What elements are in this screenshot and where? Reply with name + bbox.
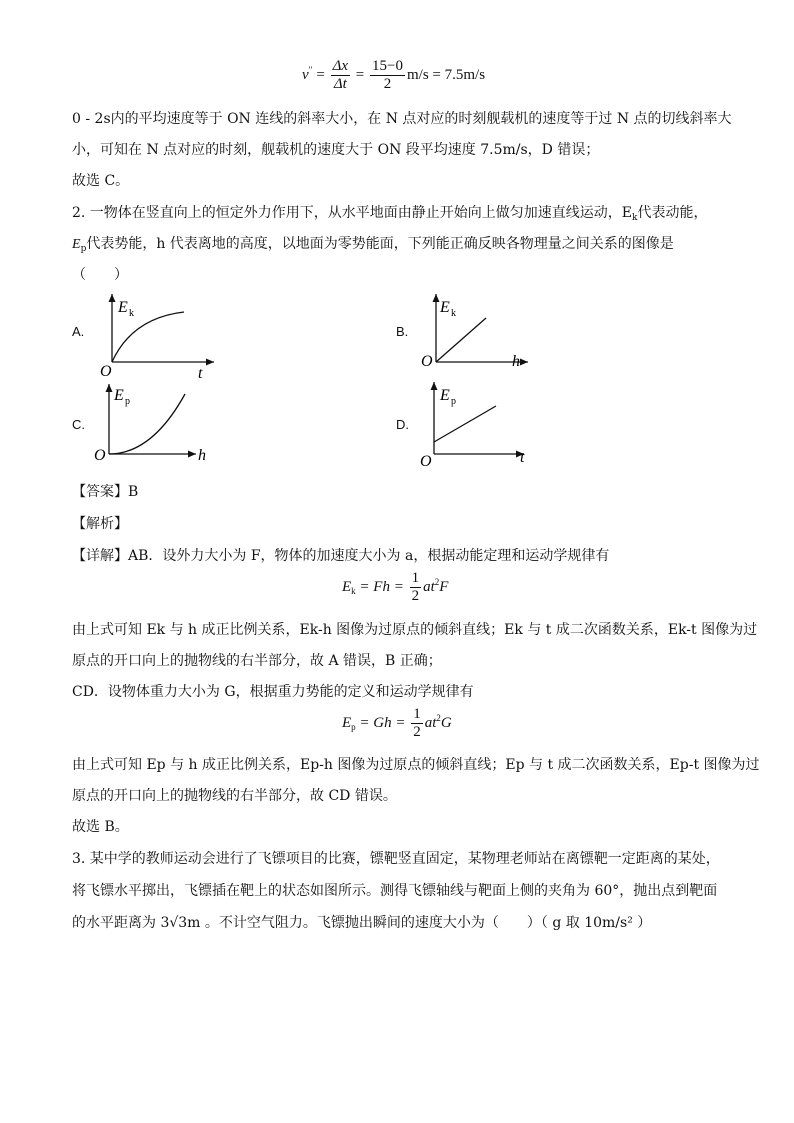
average-velocity-equation: v′′ = $\frac{\Delta x}{\Delta t}$ = $\frac{15-0}{2}$ m/s = 7.5m/s (302, 58, 486, 92)
q2-stem-text: 2. 一物体在竖直向上的恒定外力作用下，从水平地面由静止开始向上做匀加速直线运动，E (72, 205, 633, 221)
y-arrow-icon (433, 294, 440, 302)
origin-label: O (94, 447, 106, 464)
x-arrow-icon (188, 451, 196, 458)
eq1-tail: at (423, 578, 435, 595)
y-axis-label: E (440, 299, 450, 316)
option-b-label[interactable]: B. (396, 324, 409, 339)
q2-stem-line-3: （ ） (72, 267, 128, 283)
eq2-tail: at (424, 714, 437, 731)
ep-subscript: p (80, 244, 87, 254)
y-arrow-icon (431, 382, 438, 390)
eq1-mid: = Fh = (355, 578, 408, 595)
y-axis-label: E (114, 387, 124, 404)
y-axis-sub: k (129, 308, 134, 319)
q2-stem-text-2: 代表势能，h 代表离地的高度，以地面为零势能面，下列能正确反映各物理量之间关系的图像是 (86, 236, 674, 252)
x-axis-label: t (520, 449, 525, 466)
frac-den: 2 (383, 76, 392, 92)
origin-label: O (420, 453, 432, 470)
ab-analysis-line-2: 原点的开口向上的抛物线的右半部分，故 A 错误，B 正确； (72, 653, 442, 669)
eq2-lhs-sub: p (351, 721, 356, 732)
eq-lhs-sup: ′′ (308, 64, 313, 75)
eq2-fraction (411, 706, 423, 741)
y-axis-sub: p (451, 396, 456, 407)
eq2-mid: = Gh = (355, 714, 410, 731)
y-axis-sub: p (125, 396, 130, 407)
eq1-sup: 2 (434, 576, 440, 587)
x-axis-label: t (198, 365, 203, 380)
eq-lhs: v (302, 66, 309, 83)
eq2-end: G (440, 714, 452, 731)
x-arrow-icon (206, 359, 214, 366)
ek-subscript: k (632, 213, 638, 223)
origin-label: O (421, 353, 433, 370)
frac-den: 2 (411, 588, 420, 604)
prev-solution-conclusion: 故选 C。 (72, 173, 130, 189)
eq1-lhs: E (342, 578, 352, 595)
detail-cd-line: CD．设物体重力大小为 G，根据重力势能的定义和运动学规律有 (72, 684, 474, 700)
option-c-label[interactable]: C. (72, 417, 85, 432)
analysis-tag: 【解析】 (72, 516, 128, 532)
cd-analysis-line-2: 原点的开口向上的抛物线的右半部分，故 CD 错误。 (72, 788, 397, 804)
eq-tail: m/s = 7.5m/s (406, 66, 486, 83)
q3-stem-line-1: 3. 某中学的教师运动会进行了飞镖项目的比赛，镖靶竖直固定，某物理老师站在离镖靶一定距离的某处， (72, 851, 720, 867)
detail-ab-text: AB．设外力大小为 F，物体的加速度大小为 a，根据动能定理和运动学规律有 (128, 548, 610, 564)
eq1-lhs-sub: k (351, 585, 356, 596)
origin-label: O (100, 363, 112, 380)
y-axis-sub: k (451, 308, 456, 319)
q3-stem-line-3: 的水平距离为 3√3m 。不计空气阻力。飞镖抛出瞬间的速度大小为（ ）（ g 取 10m/s² ） (72, 915, 652, 931)
prev-solution-line-1: 0 - 2s内的平均速度等于 ON 连线的斜率大小，在 N 点对应的时刻舰载机的速度等于过 N 点的切线斜率大 (72, 111, 732, 127)
eq2-sup: 2 (436, 712, 441, 723)
kinetic-energy-equation (342, 570, 448, 605)
frac-num: 15−0 (372, 58, 403, 74)
y-axis-label: E (118, 299, 128, 316)
y-arrow-icon (109, 294, 116, 302)
detail-ab-line (72, 545, 609, 567)
answer-value: B (128, 484, 139, 500)
q2-conclusion: 故选 B。 (72, 819, 129, 835)
q3-stem-line-2: 将飞镖水平掷出，飞镖插在靶上的状态如图所示。测得飞镖轴线与靶面上侧的夹角为 60°，抛出点到靶面 (72, 883, 718, 899)
eq1-fraction (410, 570, 422, 605)
eq1-end: F (439, 578, 449, 595)
prev-solution-line-2: 小，可知在 N 点对应的时刻，舰载机的速度大于 ON 段平均速度 7.5m/s，D 错误； (72, 142, 600, 158)
option-b-graph[interactable] (416, 290, 546, 380)
detail-tag: 【详解】 (72, 548, 128, 564)
frac-den: Δt (333, 76, 347, 92)
fraction-dx-dt (331, 58, 350, 93)
line-ek-h (436, 318, 486, 362)
option-a-label[interactable]: A. (72, 324, 85, 339)
line-ep-t (434, 406, 496, 442)
answer-tag: 【答案】 (72, 484, 128, 500)
fraction-values (370, 58, 405, 93)
option-d-graph[interactable] (416, 378, 546, 470)
y-arrow-icon (106, 384, 113, 392)
cd-analysis-line-1: 由上式可知 Ep 与 h 成正比例关系，Ep-h 图像为过原点的倾斜直线；Ep 与 t 成二次函数关系，Ep-t 图像为过 (72, 757, 760, 773)
frac-den: 2 (413, 724, 421, 740)
answer-line (72, 481, 138, 503)
q2-stem-tail: 代表动能， (637, 205, 708, 221)
option-c-graph[interactable] (92, 380, 222, 470)
eq2-lhs: E (342, 714, 352, 731)
option-d-label[interactable]: D. (396, 417, 409, 432)
x-axis-label: h (512, 353, 520, 370)
option-a-graph[interactable] (92, 290, 222, 380)
potential-energy-equation (342, 706, 452, 741)
frac-num: Δx (332, 58, 349, 74)
curve-ek-t (112, 312, 184, 362)
ep-symbol: E (72, 237, 81, 252)
q2-stem-line-1 (72, 202, 708, 229)
x-arrow-icon (520, 359, 528, 366)
frac-num: 1 (413, 706, 421, 722)
frac-num: 1 (411, 570, 420, 586)
ab-analysis-line-1: 由上式可知 Ek 与 h 成正比例关系，Ek-h 图像为过原点的倾斜直线；Ek 与 t 成二次函数关系，Ek-t 图像为过 (72, 622, 758, 638)
y-axis-label: E (440, 387, 450, 404)
x-axis-label: h (198, 447, 206, 464)
q2-stem-line-2 (72, 233, 674, 260)
